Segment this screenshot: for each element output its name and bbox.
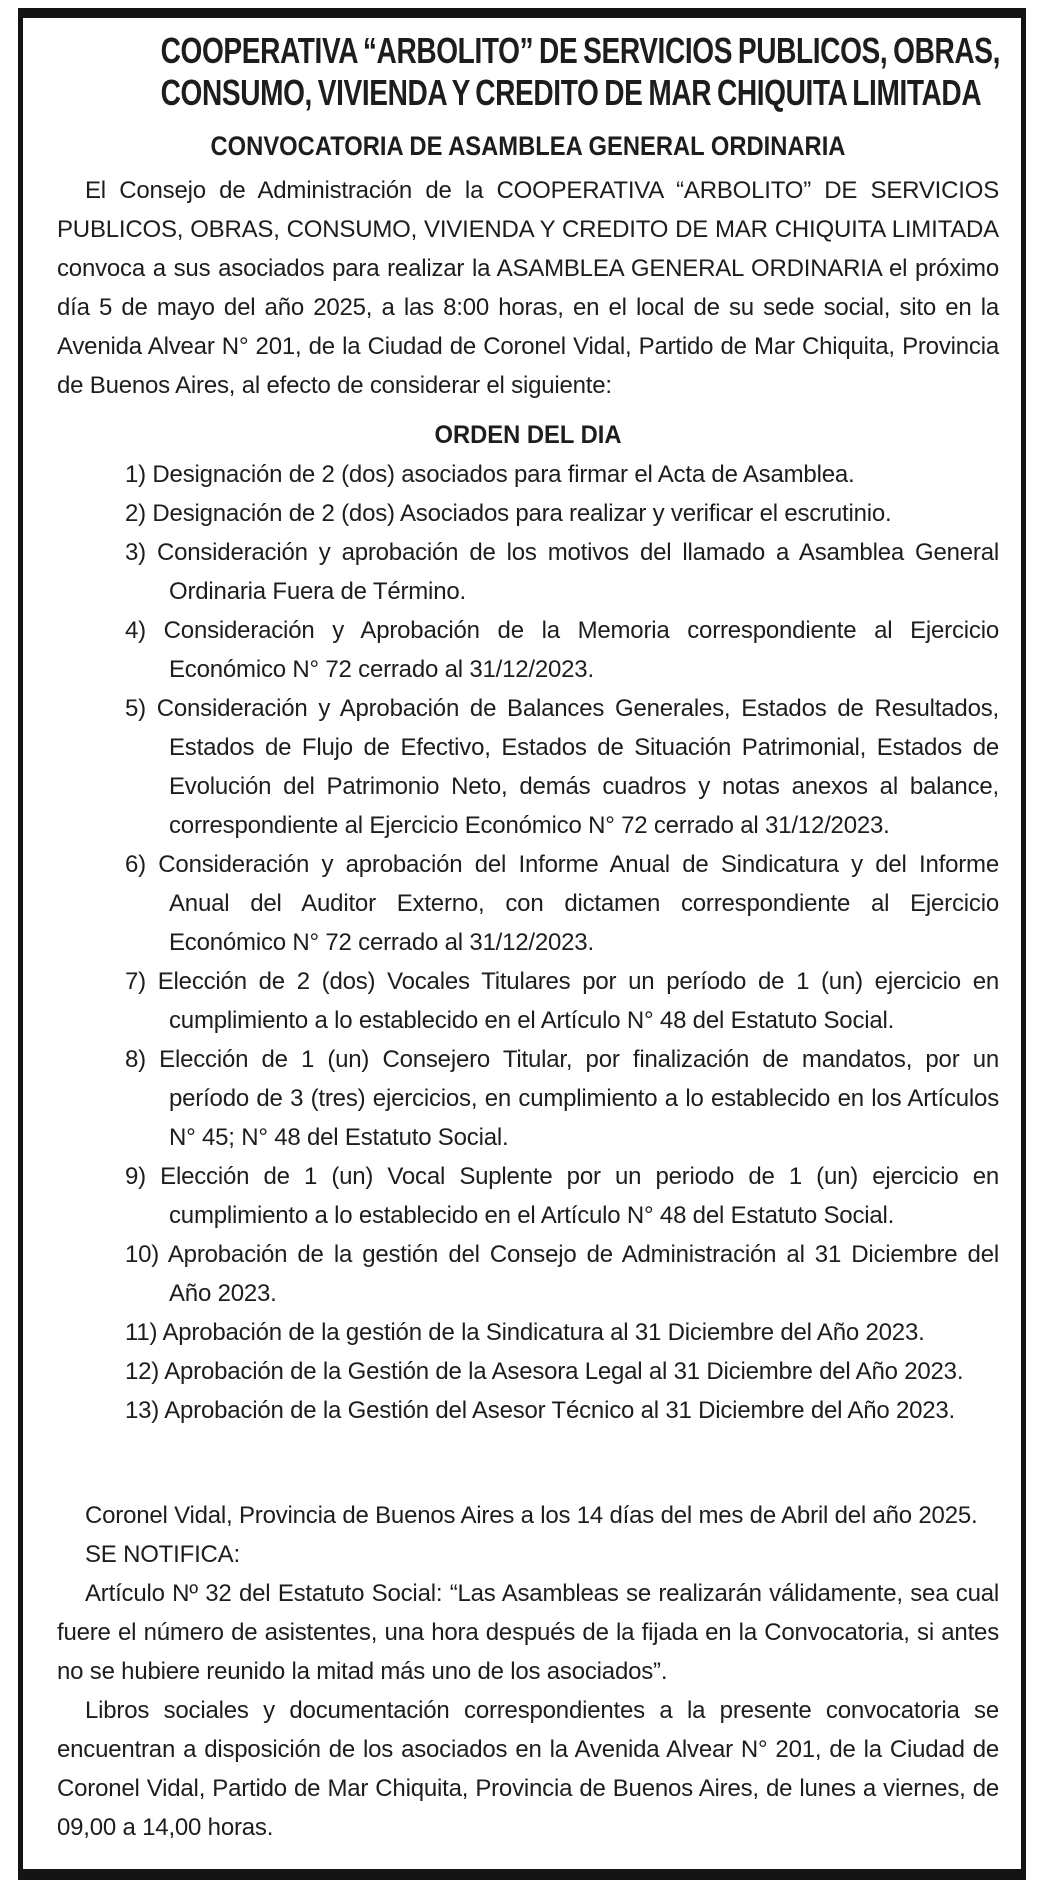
agenda-item-10: 10) Aprobación de la gestión del Consejo de Administración al 31 Diciembre del Año 2023. <box>125 1241 999 1307</box>
agenda-item-11: 11) Aprobación de la gestión de la Sindicatura al 31 Diciembre del Año 2023. <box>125 1319 925 1346</box>
date-place-line: Coronel Vidal, Provincia de Buenos Aires a los 14 días del mes de Abril del año 2025. <box>85 1502 978 1529</box>
legal-notice-box <box>18 8 1026 1880</box>
agenda-item-9: 9) Elección de 1 (un) Vocal Suplente por un periodo de 1 (un) ejercicio en cumplimiento a lo establecido en el Artículo N° 48 del Estatuto Social. <box>125 1163 999 1229</box>
agenda-heading: ORDEN DEL DIA <box>434 421 622 449</box>
documents-availability-paragraph: Libros sociales y documentación correspondientes a la presente convocatoria se encuentran a disposición de los asociados en la Avenida Alvear N° 201, de la Ciudad de Coronel Vidal, Partido de Mar Chiquita, Provincia de Buenos Aires, de lunes a viernes, de 09,00 a 14,00 horas. <box>57 1697 999 1841</box>
agenda-item-1: 1) Designación de 2 (dos) asociados para firmar el Acta de Asamblea. <box>125 461 855 488</box>
agenda-item-3: 3) Consideración y aprobación de los motivos del llamado a Asamblea General Ordinaria Fuera de Término. <box>125 539 999 605</box>
title-line-2: CONSUMO, VIVIENDA Y CREDITO DE MAR CHIQUITA LIMITADA <box>160 72 982 113</box>
agenda-item-12: 12) Aprobación de la Gestión de la Asesora Legal al 31 Diciembre del Año 2023. <box>125 1358 964 1385</box>
assembly-subtitle: CONVOCATORIA DE ASAMBLEA GENERAL ORDINARIA <box>210 131 846 161</box>
agenda-item-13: 13) Aprobación de la Gestión del Asesor Técnico al 31 Diciembre del Año 2023. <box>125 1397 956 1424</box>
agenda-item-7: 7) Elección de 2 (dos) Vocales Titulares por un período de 1 (un) ejercicio en cumplimiento a lo establecido en el Artículo N° 48 del Estatuto Social. <box>125 968 999 1034</box>
agenda-item-8: 8) Elección de 1 (un) Consejero Titular, por finalización de mandatos, por un período de 3 (tres) ejercicios, en cumplimiento a lo establecido en los Artículos N° 45; N° 48 del Estatuto Social. <box>125 1046 999 1151</box>
intro-paragraph: El Consejo de Administración de la COOPERATIVA “ARBOLITO” DE SERVICIOS PUBLICOS, OBRAS, CONSUMO, VIVIENDA Y CREDITO DE MAR CHIQUITA LIMITADA convoca a sus asociados para realizar la ASAMBLEA GENERAL ORDINARIA el próximo día 5 de mayo del año 2025, a las 8:00 horas, en el local de su sede social, sito en la Avenida Alvear N° 201, de la Ciudad de Coronel Vidal, Partido de Mar Chiquita, Provincia de Buenos Aires, al efecto de considerar el siguiente: <box>57 177 999 399</box>
article-32-paragraph: Artículo Nº 32 del Estatuto Social: “Las Asambleas se realizarán válidamente, sea cual fuere el número de asistentes, una hora después de la fijada en la Convocatoria, si antes no se hubiere reunido la mitad más uno de los asociados”. <box>57 1580 999 1685</box>
closing-section <box>57 1496 999 1847</box>
agenda-item-5: 5) Consideración y Aprobación de Balances Generales, Estados de Resultados, Estados de Flujo de Efectivo, Estados de Situación Patrimonial, Estados de Evolución del Patrimonio Neto, demás cuadros y notas anexos al balance, correspondiente al Ejercicio Económico N° 72 cerrado al 31/12/2023. <box>125 695 999 839</box>
cooperative-title <box>57 30 999 114</box>
notify-label: SE NOTIFICA: <box>85 1541 240 1568</box>
agenda-item-4: 4) Consideración y Aprobación de la Memoria correspondiente al Ejercicio Económico N° 72 cerrado al 31/12/2023. <box>125 617 999 683</box>
title-line-1: COOPERATIVA “ARBOLITO” DE SERVICIOS PUBLICOS, OBRAS, <box>160 30 1000 71</box>
agenda-item-6: 6) Consideración y aprobación del Informe Anual de Sindicatura y del Informe Anual del Auditor Externo, con dictamen correspondiente al Ejercicio Económico N° 72 cerrado al 31/12/2023. <box>125 851 999 956</box>
agenda-item-2: 2) Designación de 2 (dos) Asociados para realizar y verificar el escrutinio. <box>125 500 892 527</box>
agenda-list <box>57 455 999 1430</box>
